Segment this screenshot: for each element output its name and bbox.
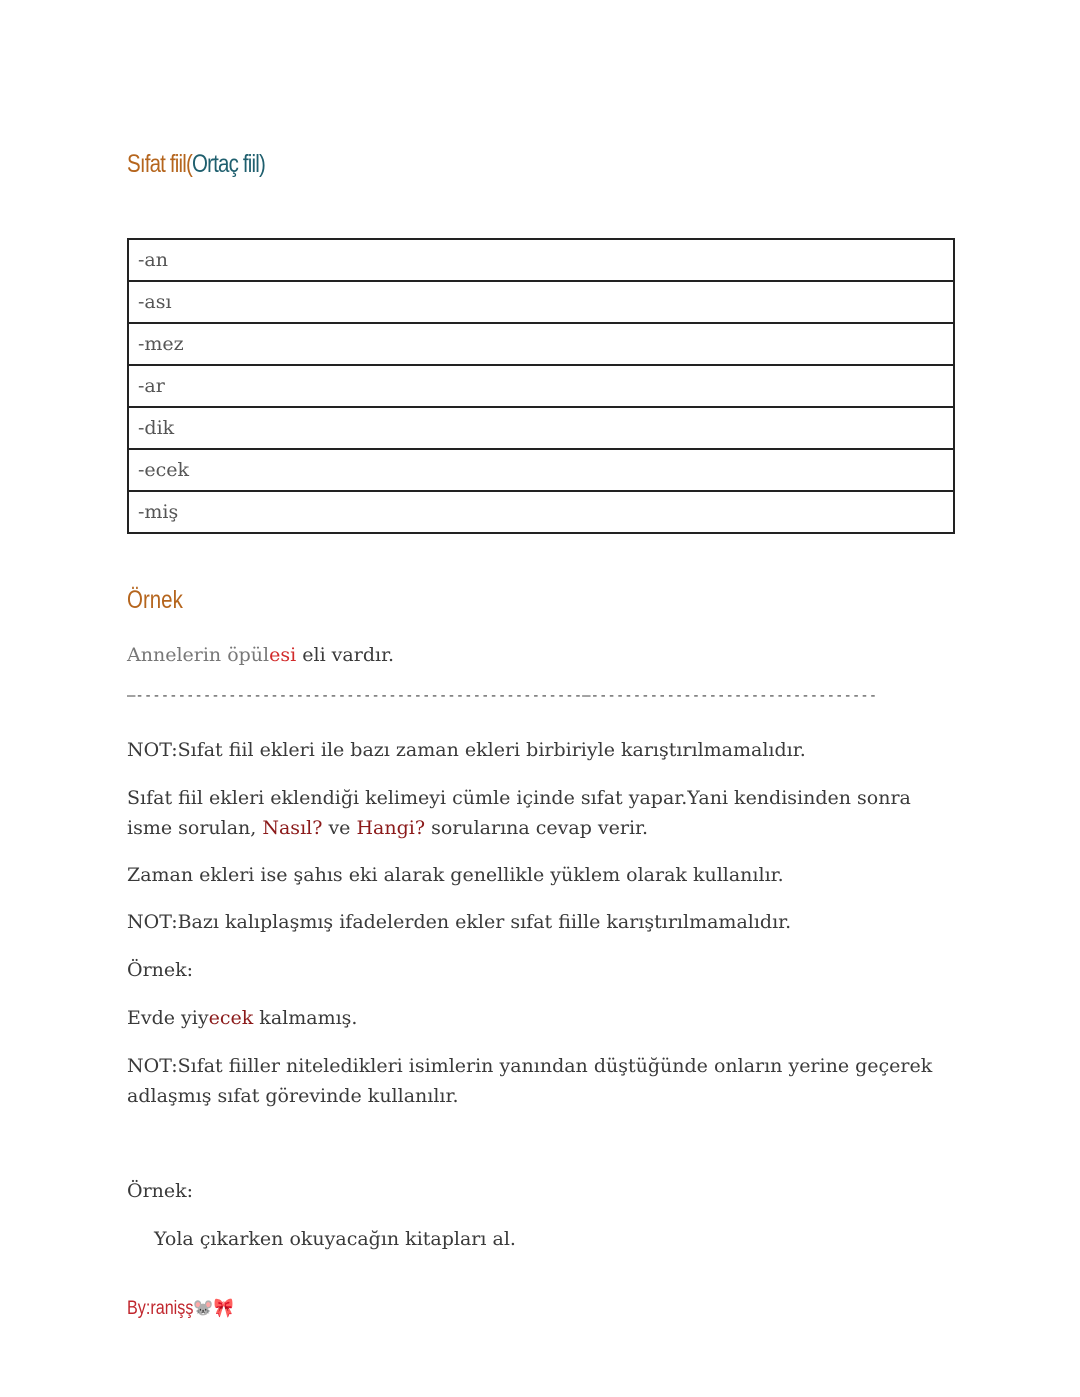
question-nasil: Nasıl? — [262, 817, 323, 839]
example-label-1: Örnek: — [127, 959, 194, 981]
example-sentence-1: Annelerin öpülesi eli vardır. — [127, 644, 395, 666]
suffix-cell: -ecek — [128, 449, 954, 491]
note-5: NOT:Sıfat fiiller niteledikleri isimlerin yanından düştüğünde onların yerine geçerek adlaşmış sıfat görevinde kullanılır. — [127, 1055, 933, 1107]
example-sentence-2: Evde yiyecek kalmamış. — [127, 1007, 358, 1029]
highlighted-suffix: esi — [269, 644, 297, 666]
table-row — [128, 365, 954, 407]
table-row — [128, 281, 954, 323]
suffix-cell: -ar — [128, 365, 954, 407]
page-title — [127, 150, 265, 179]
example-sentence-3: Yola çıkarken okuyacağın kitapları al. — [154, 1228, 516, 1250]
table-row — [128, 449, 954, 491]
title-alt: Ortaç fiil) — [192, 150, 266, 178]
note-3: Zaman ekleri ise şahıs eki alarak genellikle yüklem olarak kullanılır. — [127, 864, 784, 886]
highlighted-suffix: ecek — [208, 1007, 254, 1029]
table-row — [128, 323, 954, 365]
divider-line: —-----------------------------------------------------—---------------------------------- — [127, 688, 878, 704]
table-row — [128, 407, 954, 449]
example-heading: Örnek — [127, 586, 183, 614]
table-row — [128, 239, 954, 281]
suffix-cell: -mez — [128, 323, 954, 365]
example-label-2: Örnek: — [127, 1180, 194, 1202]
suffix-table — [127, 238, 955, 534]
note-2: Sıfat fiil ekleri eklendiği kelimeyi cümle içinde sıfat yapar.Yani kendisinden sonra isme sorulan, Nasıl? ve Hangi? sorularına cevap verir. — [127, 787, 911, 839]
suffix-cell: -dik — [128, 407, 954, 449]
note-1: NOT:Sıfat fiil ekleri ile bazı zaman ekleri birbiriyle karıştırılmamalıdır. — [127, 739, 806, 761]
note-4: NOT:Bazı kalıplaşmış ifadelerden ekler sıfat fiille karıştırılmamalıdır. — [127, 911, 792, 933]
suffix-cell: -miş — [128, 491, 954, 533]
title-main: Sıfat fiil( — [127, 150, 193, 178]
author-byline: By:ranişş🐭🎀 — [127, 1298, 234, 1319]
table-row — [128, 491, 954, 533]
question-hangi: Hangi? — [356, 817, 426, 839]
suffix-cell: -an — [128, 239, 954, 281]
suffix-cell: -ası — [128, 281, 954, 323]
